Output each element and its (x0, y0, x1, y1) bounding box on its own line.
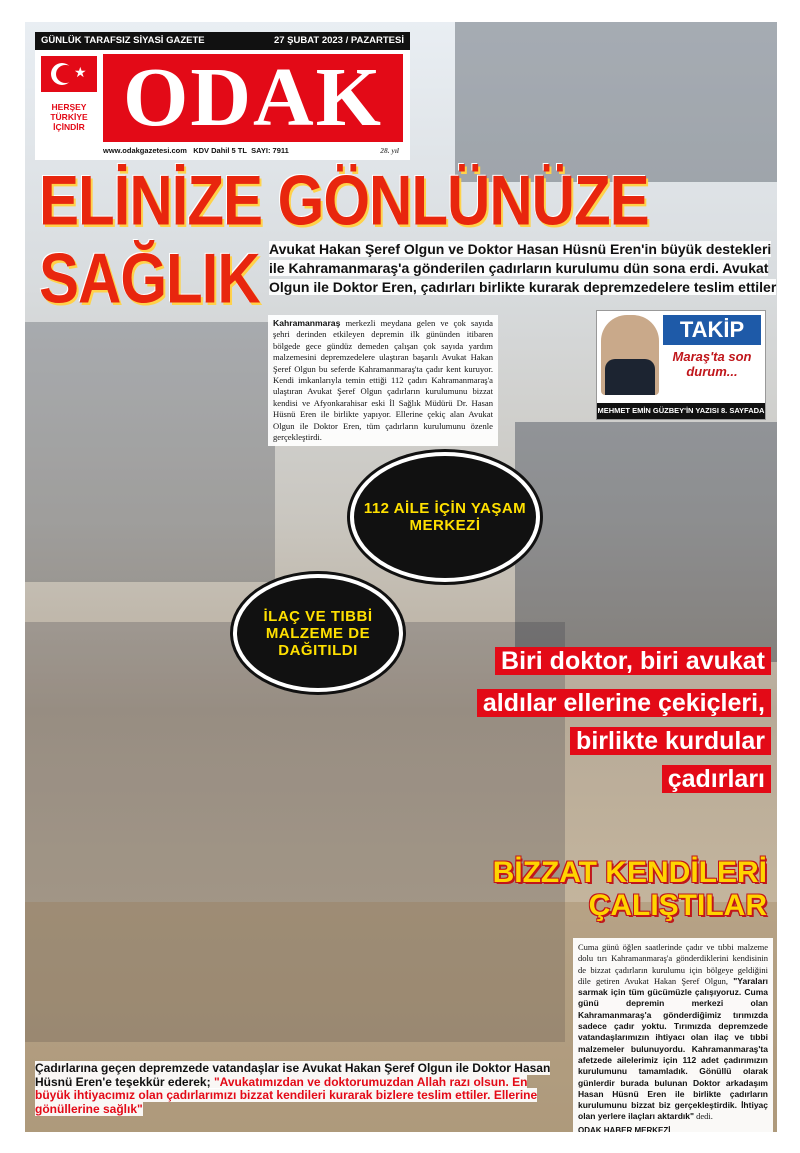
photo-caption: Çadırlarına geçen depremzede vatandaşlar ise Avukat Hakan Şeref Olgun ile Doktor Hasan Hüsnü Eren'e teşekkür ederek; "Avukatımızdan ve doktorumuzdan Allah razı olsun. En büyük ihtiyacımız olan çadırlarımızı bizzat kendileri kurarak bizlere teslim ettiler. Ellerine gönüllerine sağlık" (35, 1061, 551, 1116)
newspaper-logo (103, 51, 403, 144)
burst-badge-ilac: İLAÇ VE TIBBİ MALZEME DE DAĞITILDI (233, 574, 403, 692)
masthead-topbar (35, 32, 410, 50)
logo-text: ODAK (123, 51, 383, 144)
takip-byline: MEHMET EMİN GÜZBEY'İN YAZISI 8. SAYFADA (597, 403, 765, 419)
takip-column-box[interactable] (596, 310, 766, 420)
article-body-1: Kahramanmaraş merkezli meydana gelen ve çok sayıda şehri derinden etkileyen depremin ilk gününden itibaren bölgede gece gündüz demeden çalışan çok sayıda yardım malzemesini depremzedelere ulaştıran başarılı Avukat Hakan Şeref Olgun bu seferde Kahramanmaraş'ta çadır kent kuruyor. Kendi imkanlarıyla temin ettiği 112 çadırı Kahramanmaraş'a ulaştıran Avukat Şeref Olgun çadırların kurulumunu bizzat kendisi ve Afyonkarahisar eski İl Sağlık Müdürü Dr. Hasan Hüsnü Eren ile birlikte yapıyor. Ellerine çekiç alan Avukat Olgun ile Doktor Eren, tüm çadırların kurulumunu özenle gerçekleştirdi. (268, 315, 498, 446)
burst-badge-yasam-merkezi: 112 AİLE İÇİN YAŞAM MERKEZİ (350, 452, 540, 582)
article-lead: Kahramanmaraş (273, 318, 341, 328)
price: KDV Dahil 5 TL (193, 146, 247, 155)
turkish-flag-icon: ★ (41, 56, 97, 92)
website[interactable]: www.odakgazetesi.com (103, 146, 187, 155)
article-body-2: Cuma günü öğlen saatlerinde çadır ve tıbbi malzeme dolu tırı Kahramanmaraş'a gönderdiklerini kendisinin de bizzat çadırların kurulumu için bölgeye geldiğini dile getiren Avukat Hakan Şeref Olgun, "Yaraları sarmak için tüm gücümüzle çalışıyoruz. Cuma günü depremin merkezi olan Kahramanmaraş'a gönderdiğimiz tırımızda sadece çadır yoktu. Tırımızda depremzede vatandaşlarımızın ihtiyacı olan ilaç ve tıbbi malzemeler bulunuyordu. Kahramanmaraş'ta afetzede ailelerimiz için 112 adet çadırımızın kurulumunu tamamladık. Gönüllü olarak günlerdir burada bulunan Doktor arkadaşım Hasan Hüsnü Eren ile birlikte çadırların kurulumunu bizzat biz gerçekleştirdik. İhtiyaç olan yerlere ilaçları aktardık" dedi. ODAK HABER MERKEZİ (573, 938, 773, 1132)
red-headline-line4: çadırları (662, 762, 771, 796)
article-quote: "Yaraları sarmak için tüm gücümüzle çalışıyoruz. Cuma günü depremin merkezi olan Kahramanmaraş'a gönderdiğimiz tırımızda sadece çadır yoktu. Tırımızda depremzede vatandaşlarımızın ihtiyacı olan ilaç ve tıbbi malzemeler bulunuyordu. Kahramanmaraş'ta afetzede ailelerimiz için 112 adet çadırımızın kurulumunu tamamladık. Gönüllü olarak günlerdir burada bulunan Doktor arkadaşım Hasan Hüsnü Eren ile birlikte çadırların kurulumunu bizzat biz gerçekleştirdik. İhtiyaç olan yerlere ilaçları aktardık" (578, 975, 768, 1122)
issue-number: SAYI: 7911 (251, 146, 289, 155)
bizzat-headline: BİZZAT KENDİLERİ ÇALIŞTILAR (492, 856, 767, 922)
motto: HERŞEY TÜRKİYE İÇİNDİR (50, 102, 88, 132)
main-headline-line2: SAĞLIK (39, 238, 260, 318)
red-headline-line3: birlikte kurdular (570, 724, 771, 758)
photo-left-middle (25, 322, 275, 582)
photo-top-right (455, 22, 777, 182)
front-page (25, 22, 777, 1132)
main-headline-line1: ELİNİZE GÖNLÜNÜZE (39, 160, 649, 240)
masthead-info (103, 144, 403, 158)
tagline: GÜNLÜK TARAFSIZ SİYASİ GAZETE (41, 35, 205, 46)
caption-quote: "Avukatımızdan ve doktorumuzdan Allah razı olsun. En büyük ihtiyacımız olan çadırlarımızı bizzat kendileri kurarak bizlere teslim ettiler. Ellerine gönüllerine sağlık" (35, 1074, 538, 1116)
red-headline-line2: aldılar ellerine çekiçleri, (477, 686, 771, 720)
masthead (35, 32, 410, 160)
columnist-photo (601, 315, 659, 395)
headline-deck: Avukat Hakan Şeref Olgun ve Doktor Hasan Hüsnü Eren'in büyük destekleri ile Kahramanmaraş'a gönderilen çadırların kurulumu dün sona erdi. Avukat Olgun ile Doktor Eren, çadırları birlikte kurarak depremzedelere teslim ettiler (269, 241, 777, 295)
news-source: ODAK HABER MERKEZİ (578, 1125, 671, 1132)
issue-date: 27 ŞUBAT 2023 / PAZARTESİ (273, 35, 404, 46)
takip-label: TAKİP (663, 315, 761, 345)
red-headline-line1: Biri doktor, biri avukat (495, 644, 771, 678)
year-badge: 28. yıl (380, 146, 399, 155)
takip-subtitle: Maraş'ta son durum... (672, 349, 752, 379)
